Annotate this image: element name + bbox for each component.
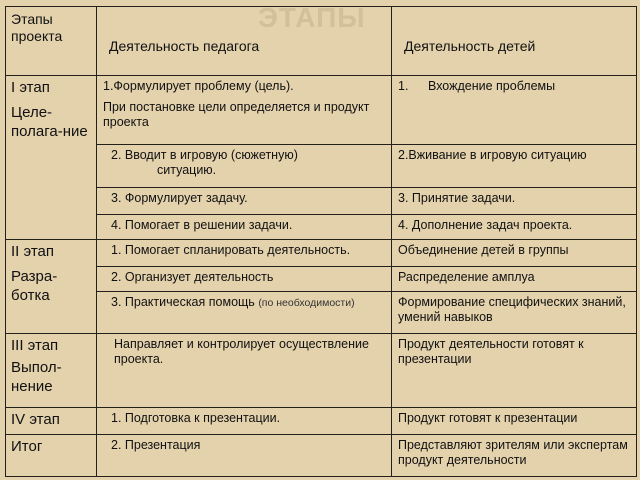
stage-name: Итог <box>11 437 43 455</box>
teacher-cell: 4. Помогает в решении задачи. <box>97 215 392 240</box>
stage-3-cell <box>6 334 97 408</box>
teacher-cell <box>97 145 392 187</box>
stage-4-cell <box>6 408 97 434</box>
teacher-text: ситуацию. <box>157 163 217 178</box>
children-cell: 2.Вживание в игровую ситуацию <box>392 145 637 187</box>
stage-2-cell <box>6 240 97 334</box>
table-row <box>6 292 637 334</box>
children-text: Вхождение проблемы <box>428 78 556 93</box>
header-children-activity: Деятельность детей <box>392 7 637 76</box>
stage-desc: Целе-полага-ние <box>11 103 88 140</box>
stage-1-cell <box>6 75 97 240</box>
stage-name: IV этап <box>11 411 60 429</box>
teacher-cell: 2. Организует деятельность <box>97 266 392 291</box>
children-cell: Формирование специфических знаний, умений навыков <box>392 292 637 334</box>
teacher-text: 2. Вводит в игровую (сюжетную) <box>111 148 298 163</box>
teacher-text: 3. Практическая помощь <box>111 295 255 310</box>
children-cell <box>392 75 637 145</box>
teacher-cell <box>97 292 392 334</box>
teacher-cell <box>97 75 392 145</box>
teacher-cell: 3. Формулирует задачу. <box>97 187 392 214</box>
children-cell: Представляют зрителям или экспертам продукт деятельности <box>392 434 637 476</box>
teacher-cell: 1. Подготовка к презентации. <box>97 408 392 434</box>
stage-name: II этап <box>11 243 54 261</box>
teacher-cell: 2. Презентация <box>97 434 392 476</box>
stage-name: I этап <box>11 78 50 96</box>
stage-desc: Разра-ботка <box>11 268 58 305</box>
children-cell: Продукт деятельности готовят к презентации <box>392 334 637 408</box>
table-row <box>6 145 637 187</box>
header-teacher-activity: Деятельность педагога <box>97 7 392 76</box>
list-number: 1. <box>398 78 409 93</box>
project-stages-table <box>5 6 637 477</box>
children-cell: 4. Дополнение задач проекта. <box>392 215 637 240</box>
teacher-note: (по необходимости) <box>258 297 355 310</box>
table-row <box>6 240 637 266</box>
children-cell: 3. Принятие задачи. <box>392 187 637 214</box>
table-row <box>6 334 637 408</box>
table-row <box>6 266 637 291</box>
table-row <box>6 75 637 145</box>
table-row <box>6 408 637 434</box>
table-row <box>6 434 637 476</box>
header-stages: Этапы проекта <box>6 7 97 76</box>
stage-name: III этап <box>11 337 59 355</box>
header-row <box>6 7 637 76</box>
children-cell: Распределение амплуа <box>392 266 637 291</box>
stage-desc: Выпол-нение <box>11 359 62 396</box>
teacher-cell: Направляет и контролирует осуществление проекта. <box>97 334 392 408</box>
children-cell: Объединение детей в группы <box>392 240 637 266</box>
teacher-text: 1.Формулирует проблему (цель). <box>103 78 294 93</box>
teacher-cell: 1. Помогает спланировать деятельность. <box>97 240 392 266</box>
teacher-text: При постановке цели определяется и продукт проекта <box>103 99 370 129</box>
slide-title-watermark: ЭТАПЫ <box>258 2 366 33</box>
stage-result-cell <box>6 434 97 476</box>
children-cell: Продукт готовят к презентации <box>392 408 637 434</box>
table-row <box>6 215 637 240</box>
table-row <box>6 187 637 214</box>
